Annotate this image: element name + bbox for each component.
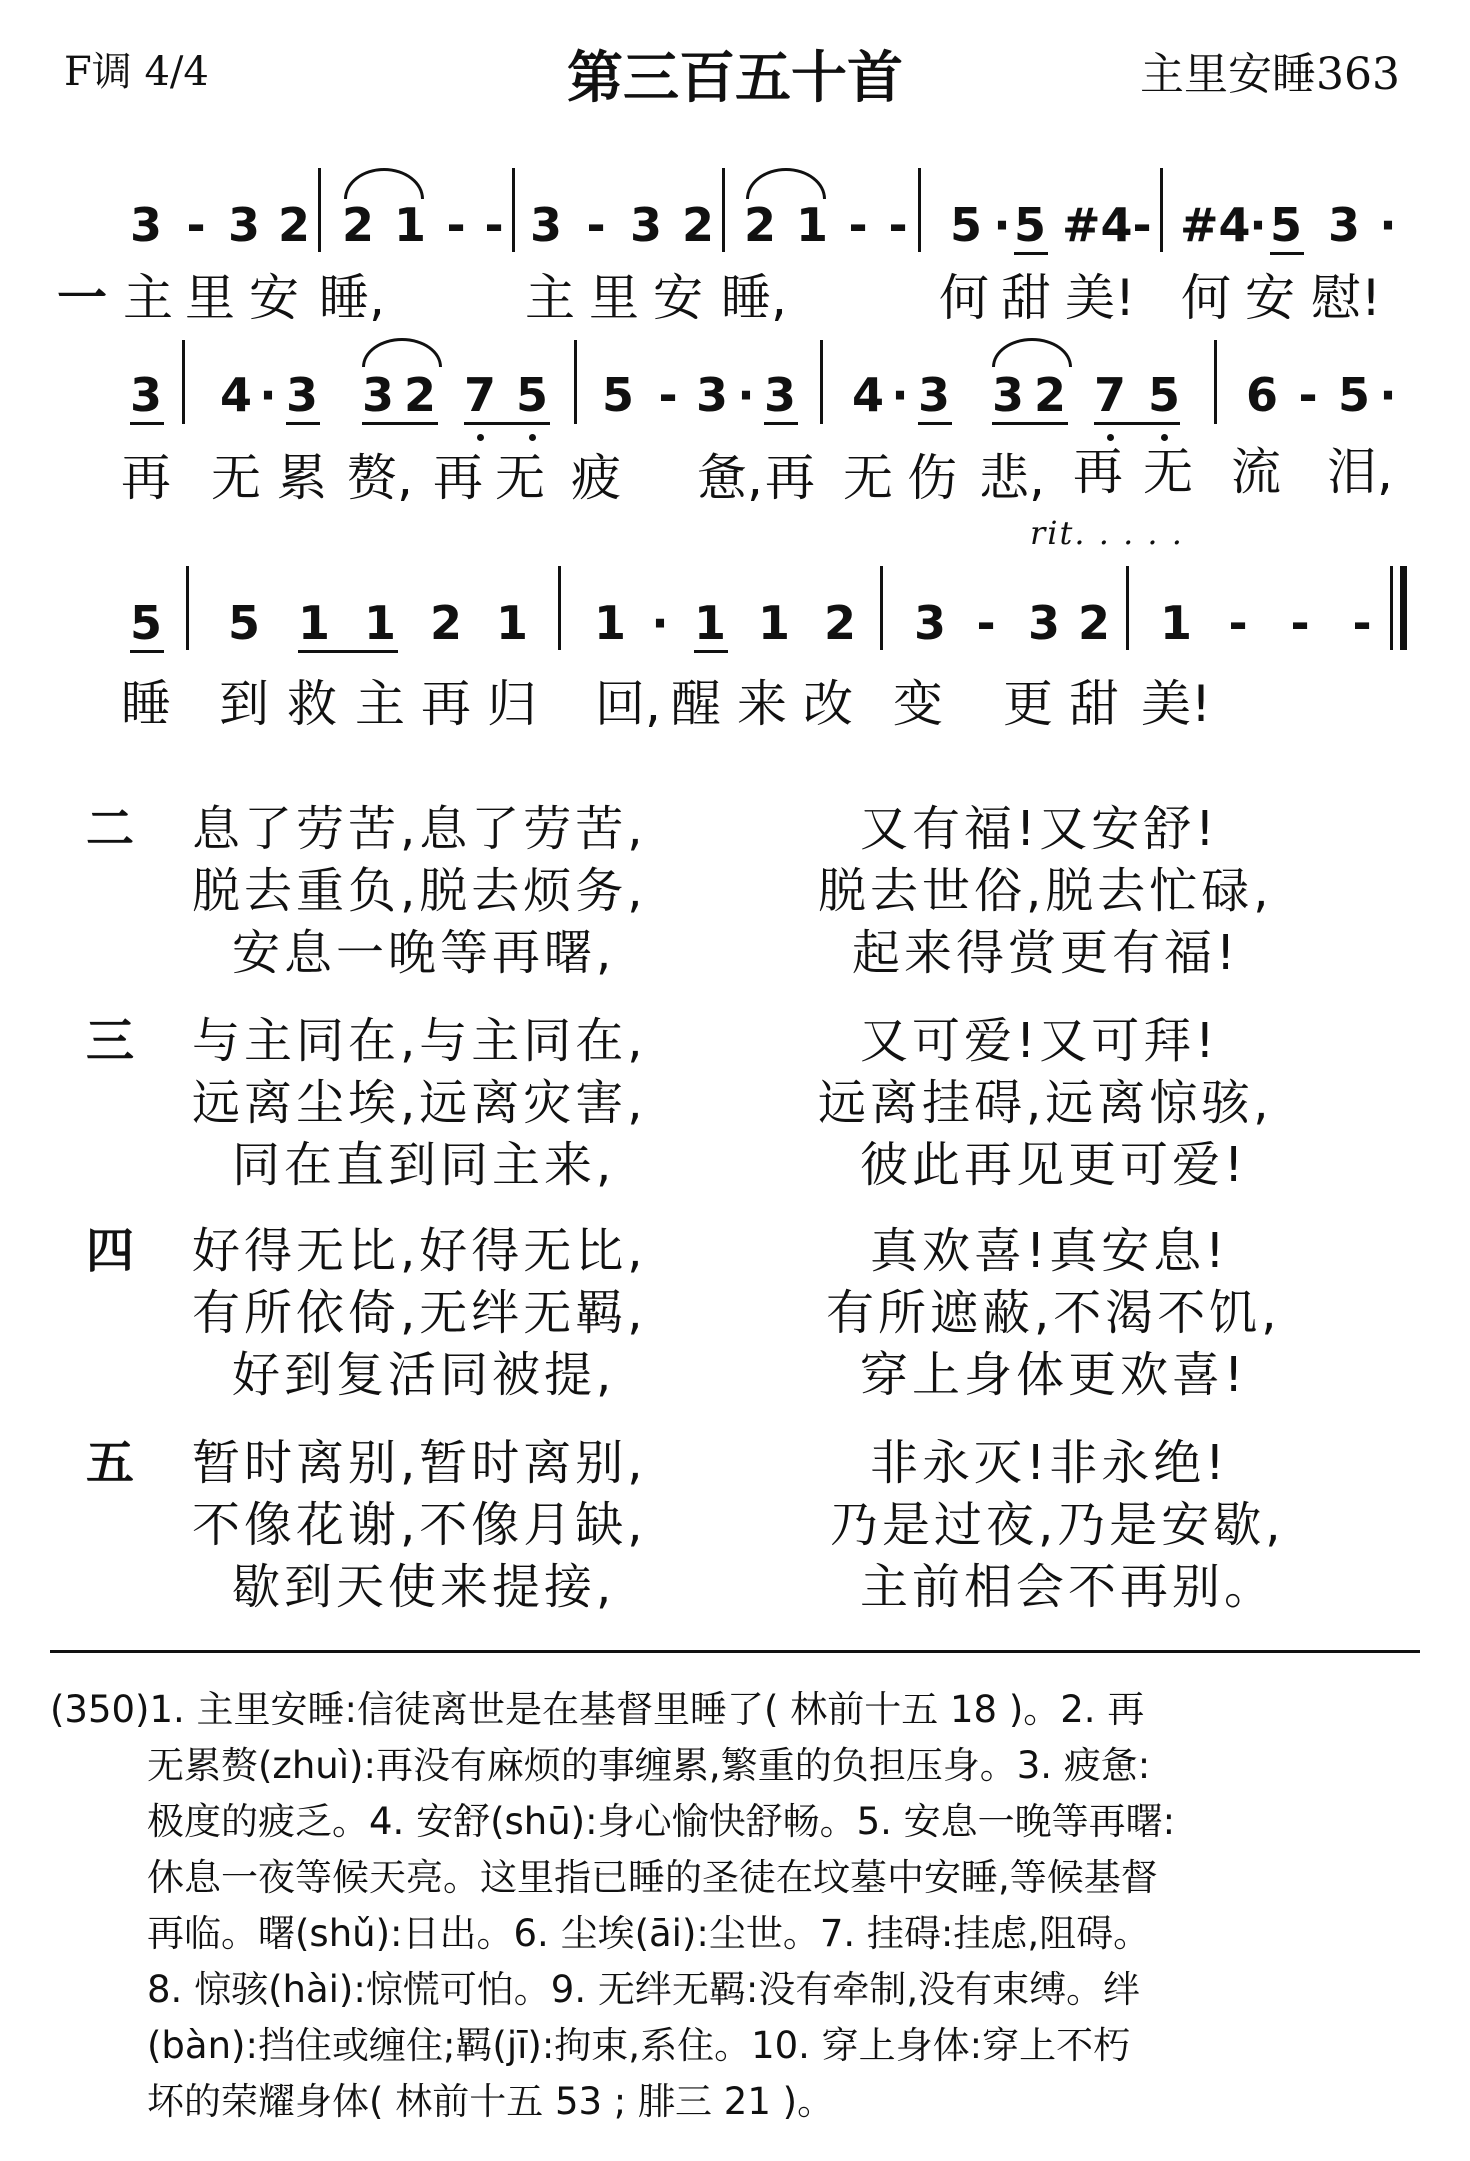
note: 5 xyxy=(129,596,162,650)
footnote-line: 再临。曙(shǔ):日出。6. 尘埃(āi):尘世。7. 挂碍:挂虑,阻碍。 xyxy=(147,1912,1151,1955)
barline xyxy=(1126,566,1129,650)
verse-number: 四 xyxy=(86,1223,135,1279)
barline xyxy=(722,168,725,252)
note: - xyxy=(658,368,678,422)
verse-line: 有所遮蔽,不渴不饥, xyxy=(826,1285,1281,1341)
note: 2 xyxy=(341,198,374,252)
lyric: 归 xyxy=(487,675,537,733)
note: · xyxy=(1379,368,1397,422)
note: - xyxy=(1290,596,1310,650)
verse-line: 彼此再见更可爱! xyxy=(860,1137,1248,1193)
underline xyxy=(1014,252,1048,255)
barline xyxy=(820,340,823,424)
note: - xyxy=(848,198,868,252)
note: 1 xyxy=(297,596,330,650)
note: 3 xyxy=(991,368,1024,422)
note: 3 xyxy=(629,198,662,252)
lyric: 安 xyxy=(653,269,703,327)
underline xyxy=(286,422,320,425)
verse-number: 五 xyxy=(86,1435,135,1491)
note: 3 xyxy=(129,368,162,422)
key-signature: F调 4/4 xyxy=(64,49,209,95)
verse-line: 不像花谢,不像月缺, xyxy=(192,1497,647,1553)
note: 3 xyxy=(529,198,562,252)
note: 3 xyxy=(1327,198,1360,252)
barline xyxy=(186,566,189,650)
low-octave-dot xyxy=(1161,434,1168,441)
note: 2 xyxy=(681,198,714,252)
lyric: 变 xyxy=(893,675,943,733)
note: - xyxy=(1228,596,1248,650)
lyric: 再 xyxy=(421,675,471,733)
low-octave-dot xyxy=(529,434,536,441)
verse-line: 与主同在,与主同在, xyxy=(192,1013,647,1069)
ritardando-mark: rit. . . . . xyxy=(1030,514,1184,552)
note: 2 xyxy=(1077,596,1110,650)
verse-line: 远离挂碍,远离惊骇, xyxy=(818,1075,1273,1131)
footnote-line: 8. 惊骇(hài):惊慌可怕。9. 无绊无羁:没有牵制,没有束缚。绊 xyxy=(147,1968,1141,2011)
footnotes xyxy=(50,1682,1430,2130)
lyric: 疲 xyxy=(571,449,621,507)
underline xyxy=(992,422,1068,425)
lyric: 甜 xyxy=(1001,269,1051,327)
note: 1 xyxy=(393,198,426,252)
lyric: 主 xyxy=(355,675,405,733)
note: 2 xyxy=(743,198,776,252)
slur xyxy=(746,168,826,199)
note: 3 xyxy=(1027,596,1060,650)
lyric: 累 xyxy=(277,449,327,507)
verse-line: 有所依倚,无绊无羁, xyxy=(192,1285,647,1341)
note: · xyxy=(651,596,669,650)
slur xyxy=(362,338,442,367)
verse-line: 好得无比,好得无比, xyxy=(192,1223,647,1279)
underline xyxy=(130,650,164,653)
verse-line: 息了劳苦,息了劳苦, xyxy=(192,801,647,857)
barline xyxy=(512,168,515,252)
note: 3 xyxy=(917,368,950,422)
slur xyxy=(992,338,1072,367)
verse-line: 脱去世俗,脱去忙碌, xyxy=(818,863,1273,919)
barline xyxy=(182,340,185,424)
note: 7 xyxy=(463,368,496,422)
lyric: 更 xyxy=(1003,675,1053,733)
note: · xyxy=(891,368,909,422)
note: - xyxy=(186,198,206,252)
barline xyxy=(574,340,577,424)
verse-line: 非永灭!非永绝! xyxy=(870,1435,1229,1491)
note: 3 xyxy=(913,596,946,650)
verse-number: 三 xyxy=(86,1013,135,1069)
verse-line: 同在直到同主来, xyxy=(232,1137,616,1193)
note: 5 xyxy=(601,368,634,422)
lyric: 睡, xyxy=(319,269,385,327)
footnote-line: 坏的荣耀身体( 林前十五 53 ; 腓三 21 )。 xyxy=(147,2080,835,2123)
note: · xyxy=(737,368,755,422)
lyric: 睡 xyxy=(121,675,171,733)
lyric: 泪, xyxy=(1327,443,1393,501)
note: 4 xyxy=(219,368,252,422)
note: · xyxy=(259,368,277,422)
underline xyxy=(130,422,164,425)
lyric: 改 xyxy=(803,675,853,733)
lyric: 主 xyxy=(123,269,173,327)
verse-line: 歇到天使来提接, xyxy=(232,1559,616,1615)
note: - xyxy=(1132,198,1152,252)
note: 5 xyxy=(515,368,548,422)
slur xyxy=(344,168,424,199)
verse-line: 远离尘埃,远离灾害, xyxy=(192,1075,647,1131)
underline xyxy=(362,422,438,425)
note: #4 xyxy=(1180,198,1251,252)
underline xyxy=(464,422,550,425)
note: 1 xyxy=(495,596,528,650)
lyric: 睡, xyxy=(721,269,787,327)
lyric: 救 xyxy=(287,675,337,733)
footnote-line: 无累赘(zhuì):再没有麻烦的事缠累,繁重的负担压身。3. 疲惫: xyxy=(147,1744,1151,1787)
lyric: 何 xyxy=(1181,269,1231,327)
hymn-title: 第三百五十首 xyxy=(567,46,903,111)
verse-number: 二 xyxy=(86,801,135,857)
lyric: 惫, xyxy=(697,449,763,507)
note: 3 xyxy=(285,368,318,422)
barline xyxy=(318,168,321,252)
note: 4 xyxy=(851,368,884,422)
lyric: 回, xyxy=(595,675,661,733)
verse-line: 主前相会不再别。 xyxy=(860,1559,1277,1615)
lyric: 安 xyxy=(249,269,299,327)
verse-number: 一 xyxy=(57,269,107,327)
note: 3 xyxy=(227,198,260,252)
final-barline-thick xyxy=(1400,566,1407,650)
lyric: 无 xyxy=(211,449,261,507)
lyric: 再 xyxy=(765,449,815,507)
footnote-line: (350)1. 主里安睡:信徒离世是在基督里睡了( 林前十五 18 )。2. 再 xyxy=(50,1688,1145,1731)
note: 2 xyxy=(277,198,310,252)
note: - xyxy=(446,198,466,252)
lyric: 再 xyxy=(121,449,171,507)
lyric: 伤 xyxy=(907,449,957,507)
verse-line: 乃是过夜,乃是安歇, xyxy=(830,1497,1285,1553)
footnote-line: (bàn):挡住或缠住;羁(jī):拘束,系住。10. 穿上身体:穿上不朽 xyxy=(147,2024,1131,2067)
verse-line: 穿上身体更欢喜! xyxy=(860,1347,1248,1403)
lyric: 流 xyxy=(1231,443,1281,501)
low-octave-dot xyxy=(477,434,484,441)
lyric: 无 xyxy=(1143,443,1193,501)
lyric: 醒 xyxy=(671,675,721,733)
hymn-reference: 主里安睡363 xyxy=(1140,49,1400,100)
note: 3 xyxy=(763,368,796,422)
underline xyxy=(694,650,728,653)
note: 7 xyxy=(1093,368,1126,422)
note: 3 xyxy=(361,368,394,422)
lyric: 无 xyxy=(843,449,893,507)
note: - xyxy=(976,596,996,650)
lyric: 到 xyxy=(219,675,269,733)
note: 1 xyxy=(363,596,396,650)
note: 5 xyxy=(1269,198,1302,252)
underline xyxy=(1094,422,1180,425)
divider-rule xyxy=(50,1650,1420,1653)
lyric: 里 xyxy=(589,269,639,327)
verse-line: 起来得赏更有福! xyxy=(852,925,1240,981)
lyric: 慰! xyxy=(1310,269,1382,327)
lyric: 甜 xyxy=(1069,675,1119,733)
verse-line: 暂时离别,暂时离别, xyxy=(192,1435,647,1491)
note: 3 xyxy=(695,368,728,422)
note: 1 xyxy=(757,596,790,650)
lyric: 安 xyxy=(1245,269,1295,327)
barline xyxy=(1160,168,1163,252)
note: - xyxy=(888,198,908,252)
footnote-line: 极度的疲乏。4. 安舒(shū):身心愉快舒畅。5. 安息一晚等再曙: xyxy=(147,1800,1176,1843)
note: 5 xyxy=(1337,368,1370,422)
note: 1 xyxy=(593,596,626,650)
note: 2 xyxy=(403,368,436,422)
lyric: 主 xyxy=(525,269,575,327)
verse-line: 真欢喜!真安息! xyxy=(870,1223,1229,1279)
verse-line: 又有福!又安舒! xyxy=(860,801,1219,857)
lyric: 无 xyxy=(495,449,545,507)
footnote-line: 休息一夜等候天亮。这里指已睡的圣徒在坟墓中安睡,等候基督 xyxy=(147,1856,1158,1899)
barline xyxy=(918,168,921,252)
lyric: 何 xyxy=(939,269,989,327)
verse-line: 脱去重负,脱去烦务, xyxy=(192,863,647,919)
note: · xyxy=(1249,198,1267,252)
lyric: 里 xyxy=(185,269,235,327)
low-octave-dot xyxy=(1107,434,1114,441)
underline xyxy=(918,422,952,425)
note: 5 xyxy=(1013,198,1046,252)
underline xyxy=(764,422,798,425)
note: 1 xyxy=(693,596,726,650)
verse-line: 又可爱!又可拜! xyxy=(860,1013,1219,1069)
lyric: 美! xyxy=(1064,269,1136,327)
lyric: 来 xyxy=(737,675,787,733)
note: - xyxy=(484,198,504,252)
note: 6 xyxy=(1245,368,1278,422)
verse-line: 安息一晚等再曙, xyxy=(232,925,616,981)
note: - xyxy=(586,198,606,252)
lyric: 再 xyxy=(1073,443,1123,501)
note: 2 xyxy=(429,596,462,650)
underline xyxy=(1270,252,1304,255)
note: 5 xyxy=(1147,368,1180,422)
note: 2 xyxy=(823,596,856,650)
lyric: 美! xyxy=(1140,675,1212,733)
note: 2 xyxy=(1033,368,1066,422)
lyric: 悲, xyxy=(979,449,1045,507)
note: - xyxy=(1298,368,1318,422)
note: - xyxy=(1352,596,1372,650)
note: 5 xyxy=(227,596,260,650)
lyric: 赘, xyxy=(347,449,413,507)
barline xyxy=(1214,340,1217,424)
final-barline-thin xyxy=(1390,566,1393,650)
note: · xyxy=(993,198,1011,252)
lyric: 再 xyxy=(433,449,483,507)
note: 1 xyxy=(1159,596,1192,650)
verse-line: 好到复活同被提, xyxy=(232,1347,616,1403)
barline xyxy=(880,566,883,650)
note: #4 xyxy=(1062,198,1133,252)
note: · xyxy=(1379,198,1397,252)
note: 3 xyxy=(129,198,162,252)
note: 5 xyxy=(949,198,982,252)
note: 1 xyxy=(795,198,828,252)
underline xyxy=(298,650,398,653)
barline xyxy=(558,566,561,650)
